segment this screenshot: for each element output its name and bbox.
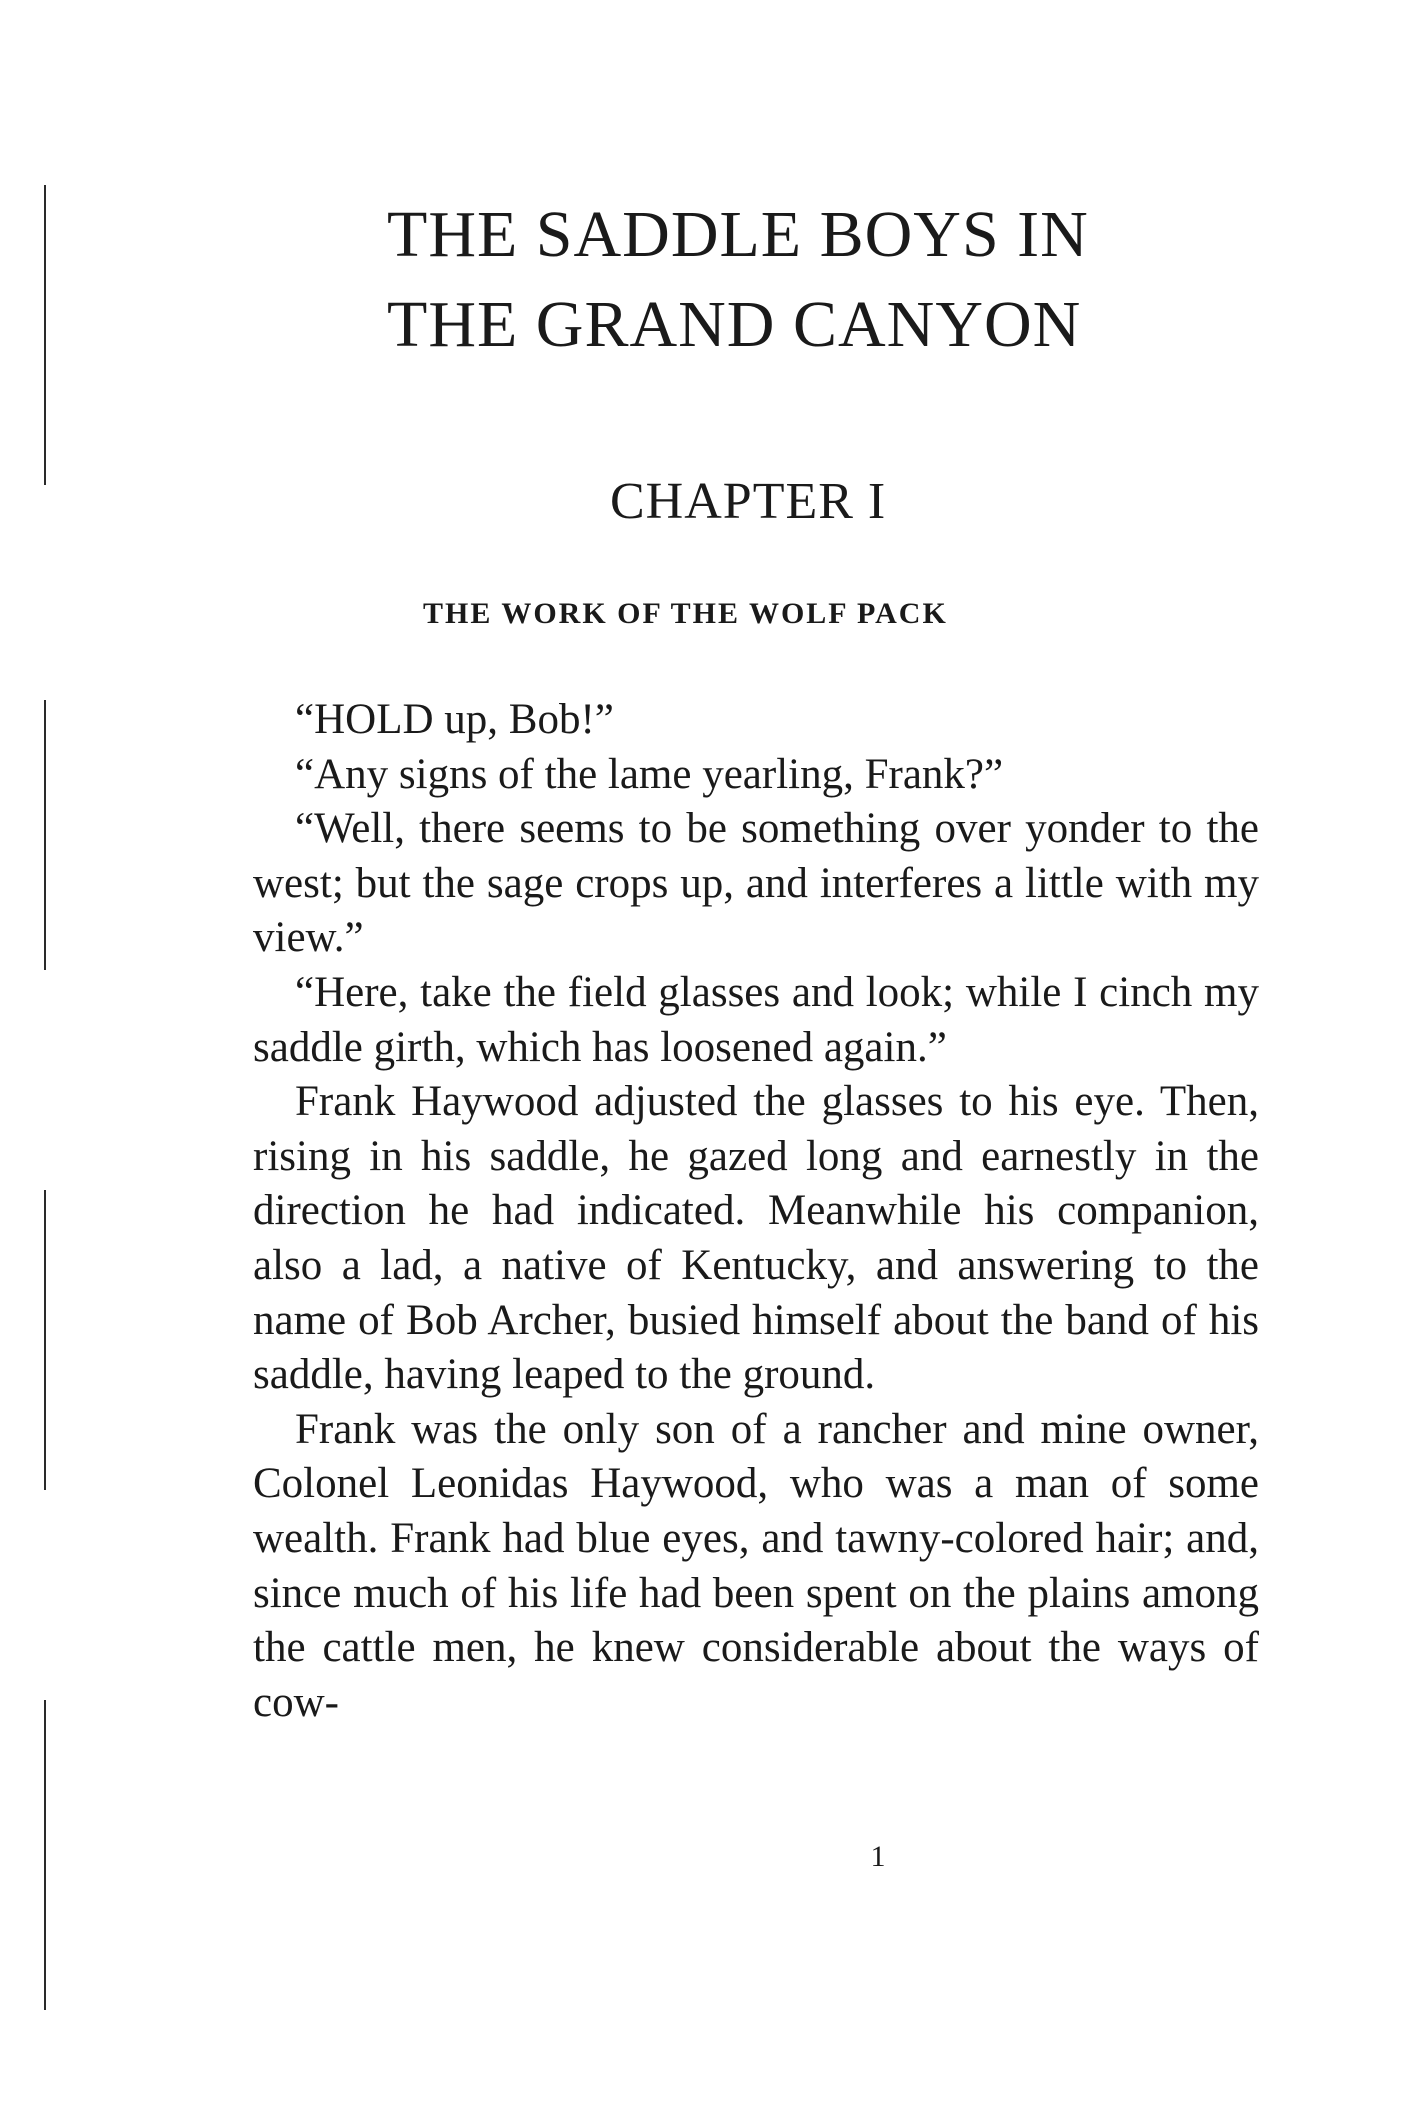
paragraph: “Any signs of the lame yearling, Frank?” (295, 750, 1004, 798)
paragraph: “HOLD up, Bob!” (295, 696, 614, 743)
page-number: 1 (870, 1840, 886, 1873)
paragraph: Frank was the only son of a rancher and mine owner, Colonel Leonidas Haywood, who was a man of some wealth. Frank had blue eyes, and tawny-colored hair; and, since much of his life had been spent on the plains among the cattle men, he knew considerable about the ways of cow- (253, 1405, 1259, 1726)
scan-margin-line (44, 1190, 46, 1490)
paragraph: Frank Haywood adjusted the glasses to his eye. Then, rising in his saddle, he gazed long and earnestly in the direction he had indicated. Meanwhile his companion, also a lad, a native of Kentucky, and answering to the name of Bob Archer, busied himself about the band of his saddle, having leaped to the ground. (253, 1078, 1259, 1399)
book-title (0, 190, 1418, 370)
book-title-line-2: THE GRAND CANYON (387, 288, 1082, 361)
paragraph: “Here, take the field glasses and look; while I cinch my saddle girth, which has loosened again.” (253, 968, 1259, 1071)
paragraph: “Well, there seems to be something over yonder to the west; but the sage crops up, and interferes a little with my view.” (253, 805, 1259, 962)
book-title-line-1: THE SADDLE BOYS IN (387, 198, 1089, 271)
chapter-body (253, 693, 1259, 1730)
scan-margin-line (44, 700, 46, 970)
chapter-heading: CHAPTER I (610, 473, 887, 530)
chapter-subtitle: THE WORK OF THE WOLF PACK (423, 597, 948, 630)
